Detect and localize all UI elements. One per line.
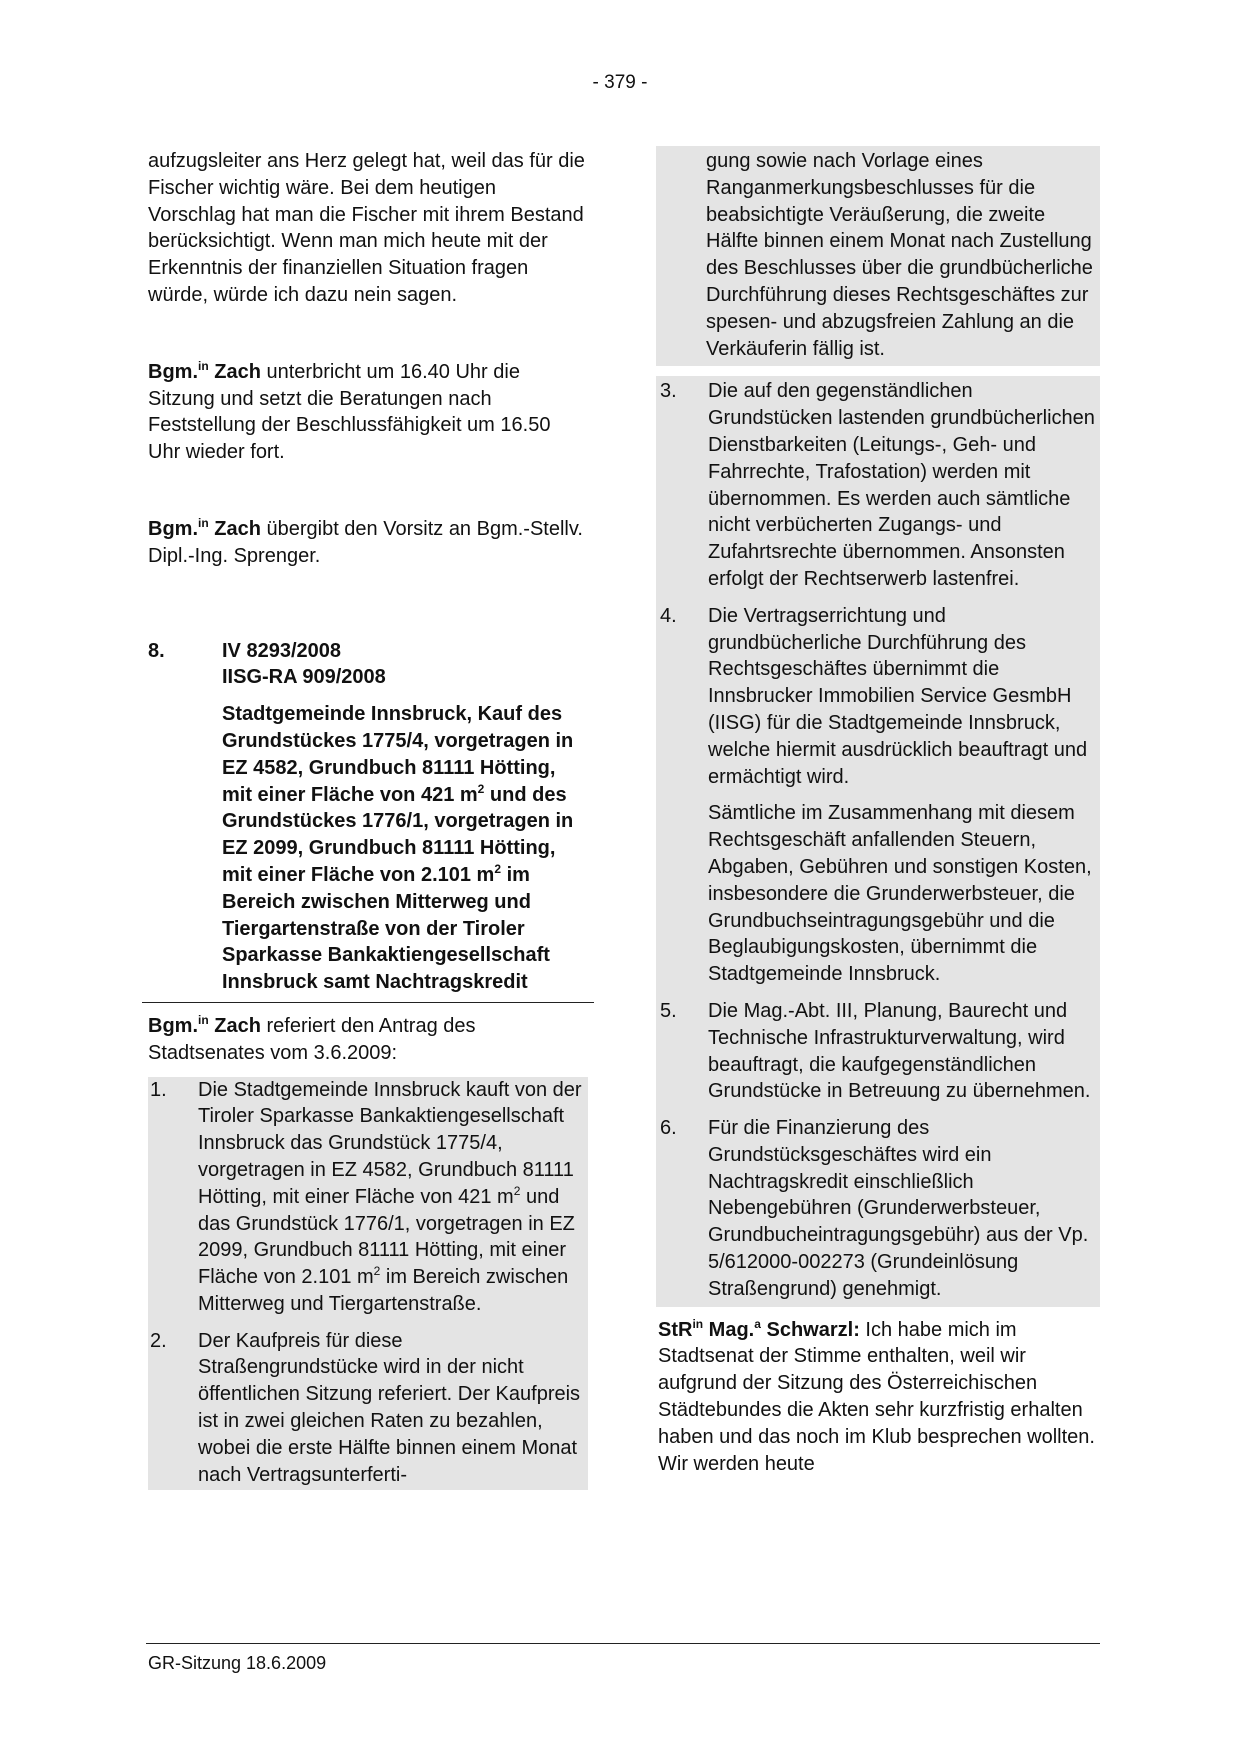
left-column: [148, 148, 588, 1490]
list-text: Die Vertragserrichtung und grundbücherliche Durchführung des Rechtsgeschäftes übernimmt die Innsbrucker Immobilien Service GesmbH (IISG) für die Stadtgemeinde Innsbruck, welche hiermit ausdrücklich beauftragt und ermächtigt wird. Sämtliche im Zusammenhang mit diesem Rechtsgeschäft anfallenden Steuern, Abgaben, Gebühren und sonstigen Kosten, insbesondere die Grunderwerbsteuer, die Grundbuchseintragungsgebühr und die Beglaubigungskosten, übernimmt die Stadtgemeinde Innsbruck.: [708, 603, 1098, 988]
list-number: 4.: [660, 604, 677, 627]
list-number: 1.: [150, 1078, 167, 1101]
list-number: 5.: [660, 999, 677, 1022]
list-text: Der Kaufpreis für diese Straßengrundstücke wird in der nicht öffentlichen Sitzung referiert. Der Kaufpreis ist in zwei gleichen Raten zu bezahlen, wobei die erste Hälfte binnen einem Monat nach Vertragsunterferti-: [198, 1329, 581, 1486]
list-number: 2.: [150, 1329, 167, 1352]
speaker-label: Bgm.$^{in}$ Zach: [148, 515, 261, 540]
list-item: [658, 603, 1098, 988]
motion-list-right: [656, 376, 1100, 1306]
agenda-ref-1: IV 8293/2008: [222, 639, 341, 662]
agenda-divider: [142, 1002, 594, 1003]
page-number: - 379 -: [592, 72, 648, 93]
list-item: [658, 998, 1098, 1105]
agenda-title: Stadtgemeinde Innsbruck, Kauf des Grundstückes 1775/4, vorgetragen in EZ 4582, Grundbuch 81111 Hötting, mit einer Fläche von 421 $m^2$ und des Grundstückes 1776/1, vorgetragen in EZ 2099, Grundbuch 81111 Hötting, mit einer Fläche von 2.101 $m^2$ im Bereich zwischen Mitterweg und Tiergartenstraße von der Tiroler Sparkasse Bankaktiengesellschaft Innsbruck samt Nachtragskredit: [222, 703, 574, 994]
list-item: [148, 1077, 588, 1318]
speaker-label: Bgm.$^{in}$ Zach: [148, 1012, 261, 1037]
footer-divider: [146, 1643, 1100, 1644]
right-column: [658, 148, 1098, 1477]
list-item: [148, 1328, 588, 1489]
list-subparagraph: Sämtliche im Zusammenhang mit diesem Rechtsgeschäft anfallenden Steuern, Abgaben, Gebühren und sonstigen Kosten, insbesondere die Grunderwerbsteuer, die Grundbuchseintragungsgebühr und die Beglaubigungskosten, übernimmt die Stadtgemeinde Innsbruck.: [708, 802, 1092, 986]
agenda-body: [222, 638, 588, 996]
agenda-number: 8.: [148, 639, 165, 662]
list-number: 3.: [660, 380, 677, 403]
list-item: [658, 1115, 1098, 1303]
statement-paragraph: StR$^{in}$ Mag.$^a$ Schwarzl: Ich habe mich im Stadtsenat der Stimme enthalten, weil wir aufgrund der Sitzung des Österreichischen Städtebundes die Akten sehr kurzfristig erhalten haben und das noch im Klub besprechen wollten. Wir werden heute: [658, 1316, 1095, 1475]
list-text: Die Stadtgemeinde Innsbruck kauft von der Tiroler Sparkasse Bankaktiengesellschaft Innsbruck das Grundstück 1775/4, vorgetragen in EZ 4582, Grundbuch 81111 Hötting, mit einer Fläche von 421 $m^2$ und das Grundstück 1776/1, vorgetragen in EZ 2099, Grundbuch 81111 Hötting, mit einer Fläche von 2.101 $m^2$ im Bereich zwischen Mitterweg und Tiergartenstraße.: [198, 1078, 582, 1315]
list-text: Die auf den gegenständlichen Grundstücken lastenden grundbücherlichen Dienstbarkeiten (Leitungs-, Geh- und Fahrrechte, Trafostation) werden mit übernommen. Es werden auch sämtliche nicht verbücherten Zugangs- und Zufahrtsrechte übernommen. Ansonsten erfolgt der Rechtserwerb lastenfrei.: [708, 380, 1095, 590]
list-number: 6.: [660, 1117, 677, 1140]
list-text: Für die Finanzierung des Grundstücksgeschäftes wird ein Nachtragskredit einschließlich Nebengebühren (Grunderwerbsteuer, Grundbucheintragungsgebühr) aus der Vp. 5/612000-002273 (Grundeinlösung Straßengrund) genehmigt.: [708, 1117, 1089, 1300]
agenda-item-8: [148, 638, 588, 996]
motion-list-left: [148, 1077, 588, 1491]
speaker-label: StR$^{in}$ Mag.$^a$ Schwarzl:: [658, 1316, 860, 1341]
agenda-ref-2: IISG-RA 909/2008: [222, 666, 386, 689]
list-item: [658, 378, 1098, 592]
list-text: Die Mag.-Abt. III, Planung, Baurecht und Technische Infrastrukturverwaltung, wird beauftragt, die kaufgegenständlichen Grundstücke in Betreuung zu übernehmen.: [708, 999, 1091, 1103]
motion-intro-paragraph: Bgm.$^{in}$ Zach referiert den Antrag des Stadtsenates vom 3.6.2009:: [148, 1012, 476, 1064]
speaker-label: Bgm.$^{in}$ Zach: [148, 358, 261, 383]
footer-text: GR-Sitzung 18.6.2009: [148, 1653, 327, 1673]
intro-paragraph: aufzugsleiter ans Herz gelegt hat, weil das für die Fischer wichtig wäre. Bei dem heutigen Vorschlag hat man die Fischer mit ihrem Bestand berücksichtigt. Wenn man mich heute mit der Erkenntnis der finanziellen Situation fragen würde, würde ich dazu nein sagen.: [148, 150, 585, 306]
session-interruption-paragraph: Bgm.$^{in}$ Zach unterbricht um 16.40 Uhr die Sitzung und setzt die Beratungen nach Feststellung der Beschlussfähigkeit um 16.50 Uhr wieder fort.: [148, 358, 551, 464]
list-item-2-continuation: gung sowie nach Vorlage eines Ranganmerkungsbeschlusses für die beabsichtigte Veräußerung, die zweite Hälfte binnen einem Monat nach Zustellung des Beschlusses über die grundbücherliche Durchführung dieses Rechtsgeschäftes zur spesen- und abzugsfreien Zahlung an die Verkäuferin fällig ist.: [656, 146, 1100, 366]
chair-handover-paragraph: Bgm.$^{in}$ Zach übergibt den Vorsitz an Bgm.-Stellv. Dipl.-Ing. Sprenger.: [148, 515, 583, 567]
